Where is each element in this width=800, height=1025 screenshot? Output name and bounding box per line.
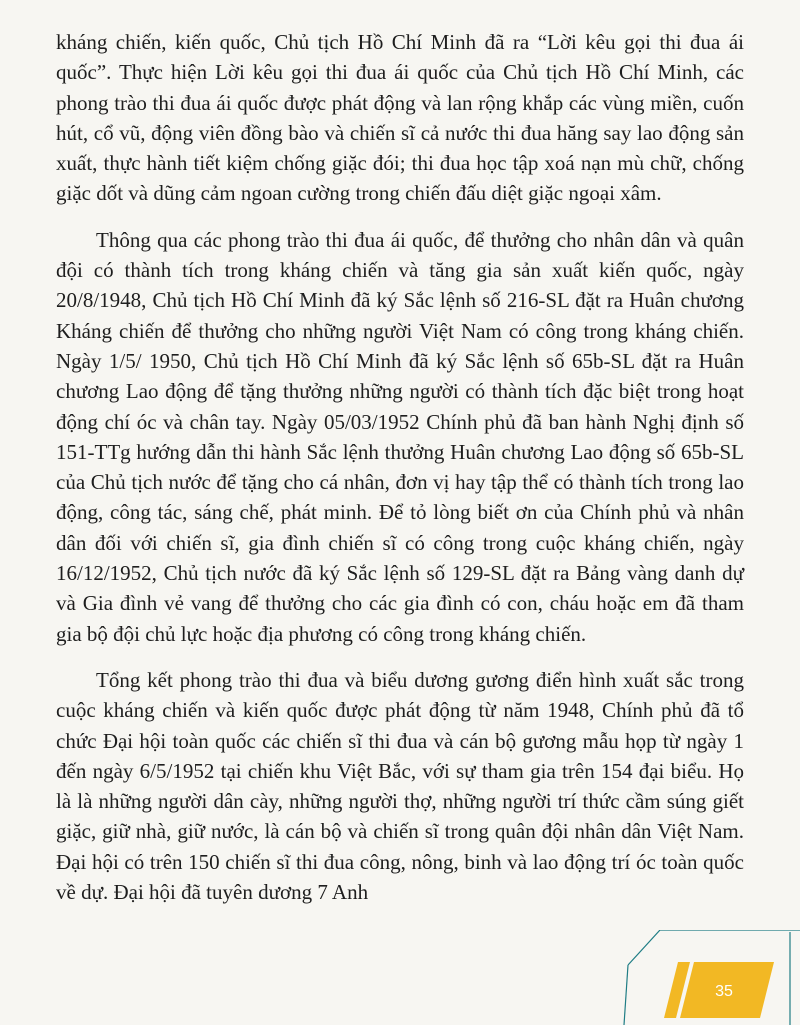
paragraph-3: Tổng kết phong trào thi đua và biểu dương gương điển hình xuất sắc trong cuộc kháng chiến và kiến quốc được phát động từ năm 1948, Chính phủ đã tổ chức Đại hội toàn quốc các chiến sĩ thi đua và cán bộ gương mẫu họp từ ngày 1 đến ngày 6/5/1952 tại chiến khu Việt Bắc, với sự tham gia trên 154 đại biểu. Họ là là những người dân cày, những người thợ, những người trí thức cầm súng giết giặc, giữ nhà, giữ nước, là cán bộ và chiến sĩ trong quân đội nhân dân Việt Nam. Đại hội có trên 150 chiến sĩ thi đua công, nông, binh và lao động trí óc toàn quốc về dự. Đại hội đã tuyên dương 7 Anh xyxy=(56,667,744,905)
paragraph-1: kháng chiến, kiến quốc, Chủ tịch Hồ Chí Minh đã ra “Lời kêu gọi thi đua ái quốc”. Thực hiện Lời kêu gọi thi đua ái quốc của Chủ tịch Hồ Chí Minh, các phong trào thi đua ái quốc được phát động và lan rộng khắp các vùng miền, cuốn hút, cổ vũ, động viên đồng bào và chiến sĩ cả nước thi đua hăng say lao động sản xuất, thực hành tiết kiệm chống giặc đói; thi đua học tập xoá nạn mù chữ, chống giặc dốt và dũng cảm ngoan cường trong chiến đấu diệt giặc ngoại xâm. xyxy=(56,30,744,206)
paragraph-2: Thông qua các phong trào thi đua ái quốc, để thưởng cho nhân dân và quân đội có thành tích trong kháng chiến và tăng gia sản xuất kiến quốc, ngày 20/8/1948, Chủ tịch Hồ Chí Minh đã ký Sắc lệnh số 216-SL đặt ra Huân chương Kháng chiến để thưởng cho những người Việt Nam có công trong kháng chiến. Ngày 1/5/ 1950, Chủ tịch Hồ Chí Minh đã ký Sắc lệnh số 65b-SL đặt ra Huân chương Lao động để tặng thưởng những người có thành tích đặc biệt trong hoạt động chí óc và chân tay. Ngày 05/03/1952 Chính phủ đã ban hành Nghị định số 151-TTg hướng dẫn thi hành Sắc lệnh thưởng Huân chương Lao động số 65b-SL của Chủ tịch nước để tặng cho cá nhân, đơn vị hay tập thể có thành tích trong lao động, công tác, sáng chế, phát minh. Để tỏ lòng biết ơn của Chính phủ và nhân dân đối với chiến sĩ, gia đình chiến sĩ có công trong cuộc kháng chiến, ngày 16/12/1952, Chủ tịch nước đã ký Sắc lệnh số 129-SL đặt ra Bảng vàng danh dự và Gia đình vẻ vang để thưởng cho các gia đình có con, cháu hoặc em đã tham gia bộ đội chủ lực hoặc địa phương có công trong kháng chiến. xyxy=(56,227,744,646)
footer-decoration xyxy=(0,930,800,1025)
body-text xyxy=(56,27,744,907)
page-number: 35 xyxy=(715,983,733,1000)
